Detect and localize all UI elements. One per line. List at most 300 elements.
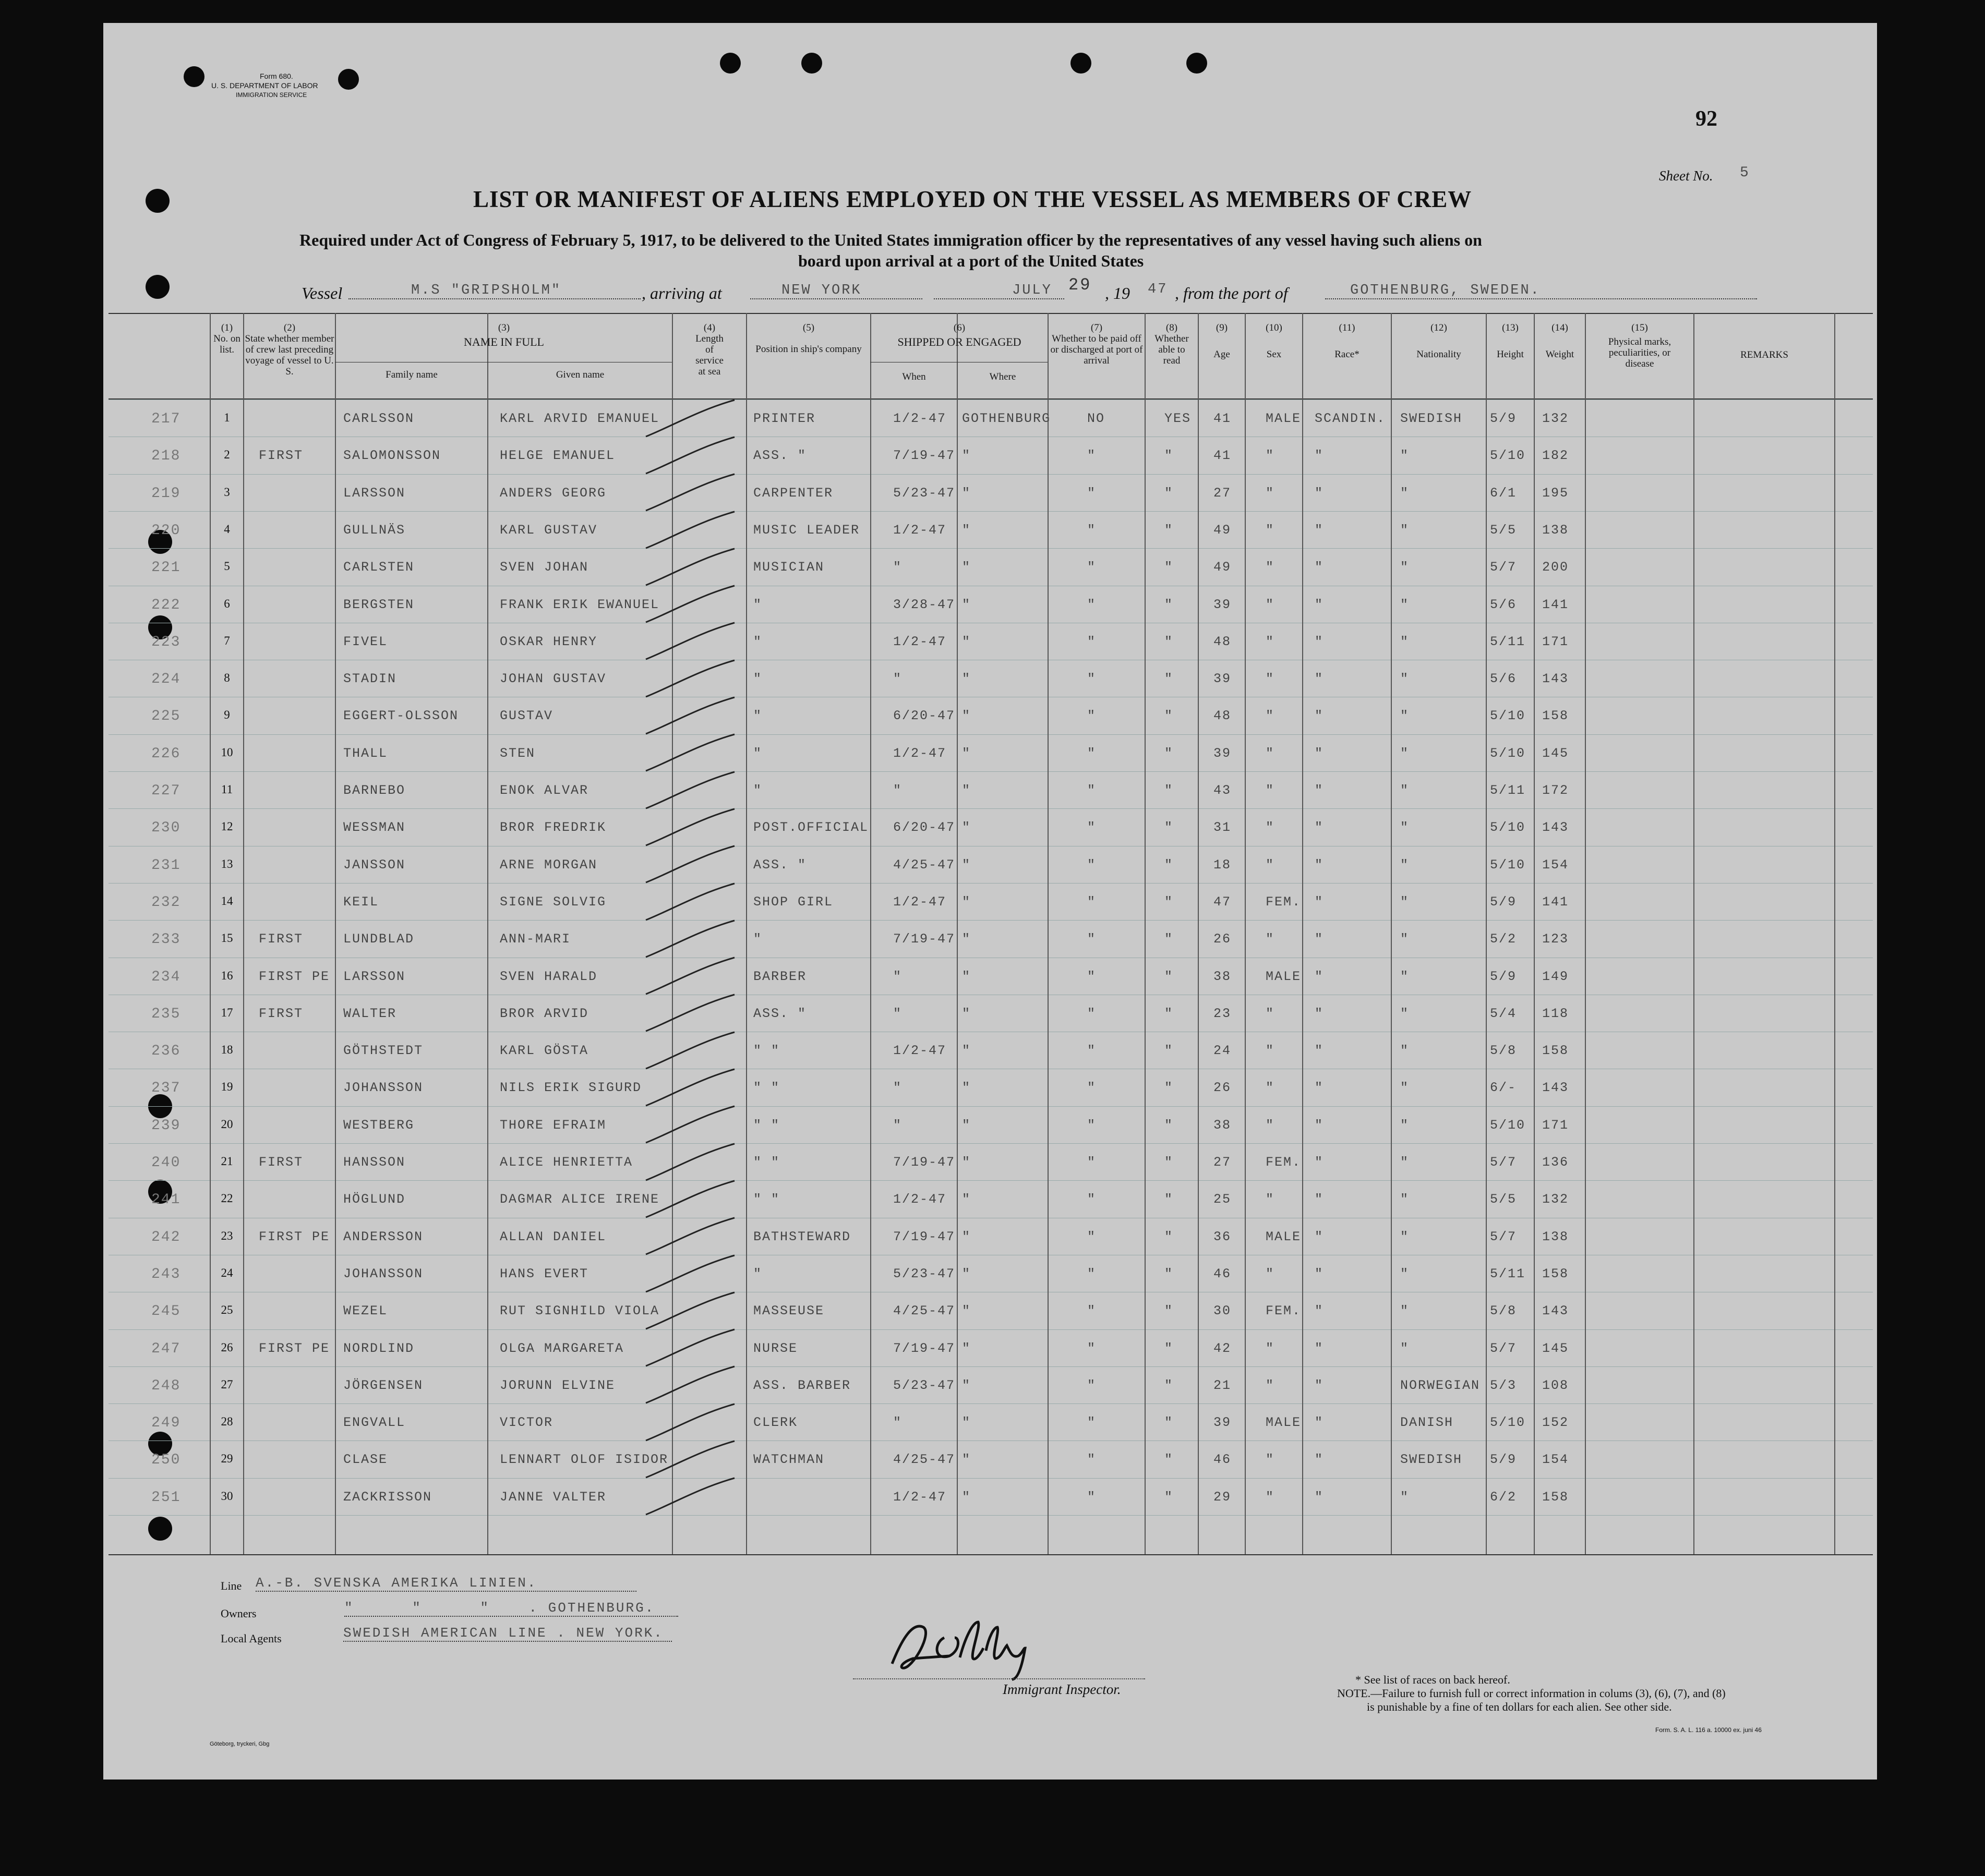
punch-hole [146,275,170,299]
printer-mark: Göteborg, tryckeri, Gbg [210,1741,270,1747]
row-weight: 172 [1542,783,1569,798]
row-given: ALICE HENRIETTA [500,1155,633,1170]
row-race: " [1315,1192,1324,1207]
row-position: CLERK [753,1415,798,1430]
row-weight: 158 [1542,708,1569,723]
row-read: " [1164,1192,1174,1207]
row-no: 30 [221,1490,233,1503]
row-race: " [1315,969,1324,984]
col-15-number: (15) [1631,322,1648,333]
row-family: ZACKRISSON [343,1490,432,1505]
service-length-mark [646,549,735,585]
row-age: 46 [1213,1452,1232,1467]
col-5-label: Position in ship's company [755,344,862,355]
row-when: 4/25-47 [893,1452,956,1467]
sheet-number-value: 5 [1740,165,1750,181]
row-prev: FIRST [259,931,304,947]
length-of-service-marks [109,313,1873,1555]
row-ln: 226 [151,746,181,762]
row-family: HÖGLUND [343,1192,406,1207]
row-race: " [1315,1415,1324,1430]
row-nat: " [1400,783,1410,798]
arrival-year: 47 [1148,282,1168,297]
row-position: SHOP GIRL [753,894,834,910]
row-weight: 141 [1542,597,1569,612]
row-nat: " [1400,1229,1410,1244]
row-read: " [1164,783,1174,798]
row-nat: NORWEGIAN [1400,1378,1481,1393]
col-8-label: Whether able to read [1154,333,1189,366]
row-prev: FIRST [259,448,304,463]
service-length-mark [646,400,735,437]
subtitle-line-2: board upon arrival at a port of the United States [798,251,1144,270]
row-weight: 143 [1542,1303,1569,1318]
row-prev: FIRST PE [259,1341,330,1356]
row-paid: NO [1087,411,1105,426]
row-weight: 149 [1542,969,1569,984]
row-family: CARLSSON [343,411,415,426]
row-when: 7/19-47 [893,448,956,463]
row-read: YES [1164,411,1192,426]
row-age: 39 [1213,597,1232,612]
row-family: GÖTHSTEDT [343,1043,424,1058]
row-given: OSKAR HENRY [500,634,598,649]
row-read: " [1164,1080,1174,1095]
col-13-number: (13) [1502,322,1519,333]
row-sex: " [1266,1378,1275,1393]
row-read: " [1164,634,1174,649]
row-ln: 248 [151,1378,181,1394]
department-name: U. S. DEPARTMENT OF LABOR [211,81,318,90]
row-where: " [962,708,971,723]
row-where: " [962,560,971,575]
row-sex: " [1266,560,1275,575]
row-race: " [1315,671,1324,686]
row-height: 5/9 [1490,1452,1517,1467]
row-where: " [962,820,971,835]
row-position: " " [753,1080,780,1095]
row-prev: FIRST PE [259,969,330,984]
row-when: 1/2-47 [893,894,947,910]
row-race: " [1315,1303,1324,1318]
row-read: " [1164,1452,1174,1467]
row-no: 15 [221,931,233,945]
row-sex: " [1266,597,1275,612]
service-length-mark [646,1329,735,1366]
row-family: JOHANSSON [343,1080,424,1095]
row-no: 14 [221,894,233,907]
col-10-label: Sex [1266,349,1282,360]
row-paid: " [1087,560,1097,575]
row-when: 5/23-47 [893,1378,956,1393]
owners-value: " " " . GOTHENBURG. [344,1600,678,1617]
row-when: 7/19-47 [893,1341,956,1356]
row-given: LENNART OLOF ISIDOR [500,1452,669,1467]
row-race: " [1315,634,1324,649]
row-family: GULLNÄS [343,523,406,538]
row-where: " [962,1192,971,1207]
col-5-number: (5) [802,322,815,333]
row-height: 5/3 [1490,1378,1517,1393]
punch-hole [801,53,822,74]
row-paid: " [1087,1080,1097,1095]
row-paid: " [1087,1415,1097,1430]
row-where: " [962,1229,971,1244]
row-given: JORUNN ELVINE [500,1378,616,1393]
row-when: " [893,1118,903,1133]
punch-hole [184,66,204,87]
row-age: 38 [1213,1118,1232,1133]
row-weight: 145 [1542,1341,1569,1356]
row-weight: 136 [1542,1155,1569,1170]
row-position: " [753,671,763,686]
row-given: RUT SIGNHILD VIOLA [500,1303,660,1318]
arrival-port: NEW YORK [750,283,922,299]
row-read: " [1164,1043,1174,1058]
row-ln: 234 [151,969,181,985]
row-paid: " [1087,894,1097,910]
row-ln: 235 [151,1006,181,1022]
row-family: KEIL [343,894,379,910]
row-read: " [1164,931,1174,947]
row-where: " [962,894,971,910]
row-position: CARPENTER [753,486,834,501]
row-given: ANN-MARI [500,931,571,947]
row-ln: 220 [151,523,181,539]
row-read: " [1164,820,1174,835]
row-position: " [753,746,763,761]
col-12-number: (12) [1430,322,1447,333]
row-no: 16 [221,969,233,982]
row-nat: SWEDISH [1400,411,1463,426]
row-age: 26 [1213,931,1232,947]
row-age: 25 [1213,1192,1232,1207]
service-length-mark [646,437,735,474]
row-ln: 224 [151,671,181,687]
arriving-label: , arriving at [642,284,722,302]
punch-hole [1186,53,1207,74]
row-read: " [1164,746,1174,761]
row-race: " [1315,1490,1324,1505]
row-sex: " [1266,1341,1275,1356]
row-family: CLASE [343,1452,388,1467]
row-given: DAGMAR ALICE IRENE [500,1192,660,1207]
row-where: " [962,783,971,798]
row-nat: " [1400,746,1410,761]
row-ln: 231 [151,857,181,874]
row-race: " [1315,1266,1324,1281]
row-nat: SWEDISH [1400,1452,1463,1467]
row-height: 5/10 [1490,708,1526,723]
row-family: STADIN [343,671,397,686]
form-footer-number: Form. S. A. L. 116 a. 10000 ex. juni 46 [1655,1726,1762,1734]
row-family: WESTBERG [343,1118,415,1133]
row-prev: FIRST [259,1006,304,1021]
row-given: BROR FREDRIK [500,820,607,835]
row-position: BATHSTEWARD [753,1229,851,1244]
row-where: " [962,1341,971,1356]
row-position: ASS. " [753,1006,807,1021]
row-paid: " [1087,1155,1097,1170]
row-read: " [1164,857,1174,873]
row-height: 5/10 [1490,746,1526,761]
row-paid: " [1087,1229,1097,1244]
row-paid: " [1087,708,1097,723]
page-title: LIST OR MANIFEST OF ALIENS EMPLOYED ON THE VESSEL AS MEMBERS OF CREW [473,186,1472,212]
row-height: 5/9 [1490,969,1517,984]
row-weight: 182 [1542,448,1569,463]
row-no: 5 [224,560,230,573]
row-where: " [962,969,971,984]
service-length-mark [646,1181,735,1217]
row-paid: " [1087,783,1097,798]
row-weight: 171 [1542,634,1569,649]
col-10-number: (10) [1266,322,1282,333]
row-when: 1/2-47 [893,1490,947,1505]
row-nat: " [1400,820,1410,835]
col-4-label: Length of service at sea [695,333,724,377]
service-length-mark [646,512,735,548]
row-read: " [1164,1229,1174,1244]
row-when: 7/19-47 [893,931,956,947]
row-nat: " [1400,448,1410,463]
row-given: FRANK ERIK EWANUEL [500,597,660,612]
row-given: SIGNE SOLVIG [500,894,607,910]
row-position: " [753,783,763,798]
row-given: SVEN JOHAN [500,560,589,575]
row-height: 5/5 [1490,523,1517,538]
remarks-header: REMARKS [1740,349,1788,360]
row-weight: 138 [1542,1229,1569,1244]
row-age: 46 [1213,1266,1232,1281]
row-nat: " [1400,1155,1410,1170]
col-7-label: Whether to be paid off or discharged at port of arrival [1050,333,1143,366]
row-ln: 245 [151,1303,181,1320]
year-label: , 19 [1105,284,1130,302]
service-length-mark [646,586,735,622]
row-race: " [1315,783,1324,798]
row-when: 1/2-47 [893,1192,947,1207]
row-no: 8 [224,671,230,684]
row-paid: " [1087,1192,1097,1207]
row-no: 4 [224,523,230,536]
row-position: " [753,931,763,947]
row-race: " [1315,894,1324,910]
row-height: 5/10 [1490,857,1526,873]
row-given: KARL ARVID EMANUEL [500,411,660,426]
page-number: 92 [1695,107,1717,131]
row-race: " [1315,560,1324,575]
row-no: 29 [221,1452,233,1465]
row-position: " [753,597,763,612]
row-given: THORE EFRAIM [500,1118,607,1133]
row-family: LARSSON [343,486,406,501]
row-given: HANS EVERT [500,1266,589,1281]
row-ln: 233 [151,931,181,948]
departure-port: GOTHENBURG, SWEDEN. [1325,283,1757,299]
vessel-name: M.S "GRIPSHOLM" [348,283,641,299]
row-family: WESSMAN [343,820,406,835]
row-nat: " [1400,931,1410,947]
row-sex: FEM. [1266,894,1302,910]
row-weight: 108 [1542,1378,1569,1393]
service-length-mark [646,1292,735,1329]
inspector-signature [882,1606,1069,1685]
row-height: 5/6 [1490,597,1517,612]
row-nat: " [1400,1490,1410,1505]
row-read: " [1164,523,1174,538]
row-no: 21 [221,1155,233,1168]
row-nat: " [1400,1080,1410,1095]
row-race: " [1315,486,1324,501]
family-name-header: Family name [386,369,438,380]
row-age: 38 [1213,969,1232,984]
row-age: 39 [1213,746,1232,761]
row-paid: " [1087,820,1097,835]
service-length-mark [646,734,735,771]
row-ln: 221 [151,560,181,576]
row-ln: 223 [151,634,181,650]
row-age: 31 [1213,820,1232,835]
row-when: 1/2-47 [893,411,947,426]
row-where: " [962,1043,971,1058]
row-height: 5/9 [1490,894,1517,910]
row-race: " [1315,448,1324,463]
row-nat: " [1400,1043,1410,1058]
row-position: PRINTER [753,411,816,426]
row-age: 41 [1213,448,1232,463]
row-sex: " [1266,1043,1275,1058]
row-read: " [1164,969,1174,984]
row-paid: " [1087,857,1097,873]
row-race: " [1315,1378,1324,1393]
row-ln: 247 [151,1341,181,1357]
row-weight: 132 [1542,411,1569,426]
subtitle-line-1: Required under Act of Congress of February 5, 1917, to be delivered to the United States immigration officer by the representatives of any vessel having such aliens on [299,231,1482,249]
row-no: 26 [221,1341,233,1354]
row-nat: " [1400,1266,1410,1281]
row-age: 47 [1213,894,1232,910]
row-ln: 239 [151,1118,181,1134]
row-age: 21 [1213,1378,1232,1393]
row-race: " [1315,597,1324,612]
arrival-day: 29 [1068,275,1092,295]
crew-table [109,313,1873,1555]
row-weight: 123 [1542,931,1569,947]
row-paid: " [1087,1266,1097,1281]
row-no: 17 [221,1006,233,1019]
row-ln: 243 [151,1266,181,1282]
row-no: 10 [221,746,233,759]
service-length-mark [646,995,735,1031]
row-when: " [893,1006,903,1021]
row-read: " [1164,708,1174,723]
row-where: " [962,1378,971,1393]
col-1-label: No. on list. [213,333,240,355]
row-sex: " [1266,708,1275,723]
row-no: 1 [224,411,230,424]
row-weight: 158 [1542,1266,1569,1281]
row-weight: 195 [1542,486,1569,501]
penalty-note-line-2: is punishable by a fine of ten dollars for each alien. See other side. [1367,1700,1672,1713]
row-position: BARBER [753,969,807,984]
row-nat: " [1400,523,1410,538]
row-position: WATCHMAN [753,1452,825,1467]
row-ln: 219 [151,486,181,502]
row-sex: MALE [1266,1415,1302,1430]
row-read: " [1164,1006,1174,1021]
shipped-where-header: Where [989,371,1016,382]
row-race: " [1315,931,1324,947]
row-where: " [962,486,971,501]
row-paid: " [1087,1006,1097,1021]
service-length-mark [646,846,735,882]
row-nat: " [1400,1303,1410,1318]
row-sex: " [1266,931,1275,947]
row-height: 5/10 [1490,1415,1526,1430]
form-number: Form 680. [260,72,293,80]
row-when: 1/2-47 [893,1043,947,1058]
row-ln: 249 [151,1415,181,1431]
row-where: GOTHENBURG [962,411,1051,426]
row-family: BARNEBO [343,783,406,798]
row-when: 7/19-47 [893,1155,956,1170]
col-14-label: Weight [1545,349,1574,360]
row-position: " " [753,1118,780,1133]
row-race: " [1315,1229,1324,1244]
col-1-number: (1) [221,322,233,333]
row-sex: " [1266,1266,1275,1281]
col-6-label: SHIPPED OR ENGAGED [897,335,1021,348]
row-when: 6/20-47 [893,708,956,723]
row-when: " [893,1080,903,1095]
row-read: " [1164,671,1174,686]
row-sex: " [1266,523,1275,538]
punch-hole [146,189,170,213]
row-paid: " [1087,1452,1097,1467]
row-sex: " [1266,1006,1275,1021]
service-length-mark [646,1404,735,1441]
row-no: 19 [221,1080,233,1093]
line-value: A.-B. SVENSKA AMERIKA LINIEN. [256,1575,636,1592]
row-given: ENOK ALVAR [500,783,589,798]
row-paid: " [1087,597,1097,612]
row-read: " [1164,486,1174,501]
row-sex: " [1266,634,1275,649]
service-name: IMMIGRATION SERVICE [236,91,307,99]
row-family: LARSSON [343,969,406,984]
row-ln: 251 [151,1490,181,1506]
row-ln: 232 [151,894,181,911]
row-family: NORDLIND [343,1341,415,1356]
row-nat: " [1400,1118,1410,1133]
row-where: " [962,1415,971,1430]
row-position: ASS. BARBER [753,1378,851,1393]
from-port-label: , from the port of [1175,284,1288,302]
row-position: " [753,634,763,649]
row-family: SALOMONSSON [343,448,441,463]
row-position: ASS. " [753,857,807,873]
row-family: ENGVALL [343,1415,406,1430]
row-given: KARL GÖSTA [500,1043,589,1058]
col-7-number: (7) [1090,322,1103,333]
row-given: BROR ARVID [500,1006,589,1021]
punch-hole [338,69,359,90]
row-family: WEZEL [343,1303,388,1318]
row-family: LUNDBLAD [343,931,415,947]
row-no: 11 [221,783,233,796]
service-length-mark [646,1478,735,1515]
